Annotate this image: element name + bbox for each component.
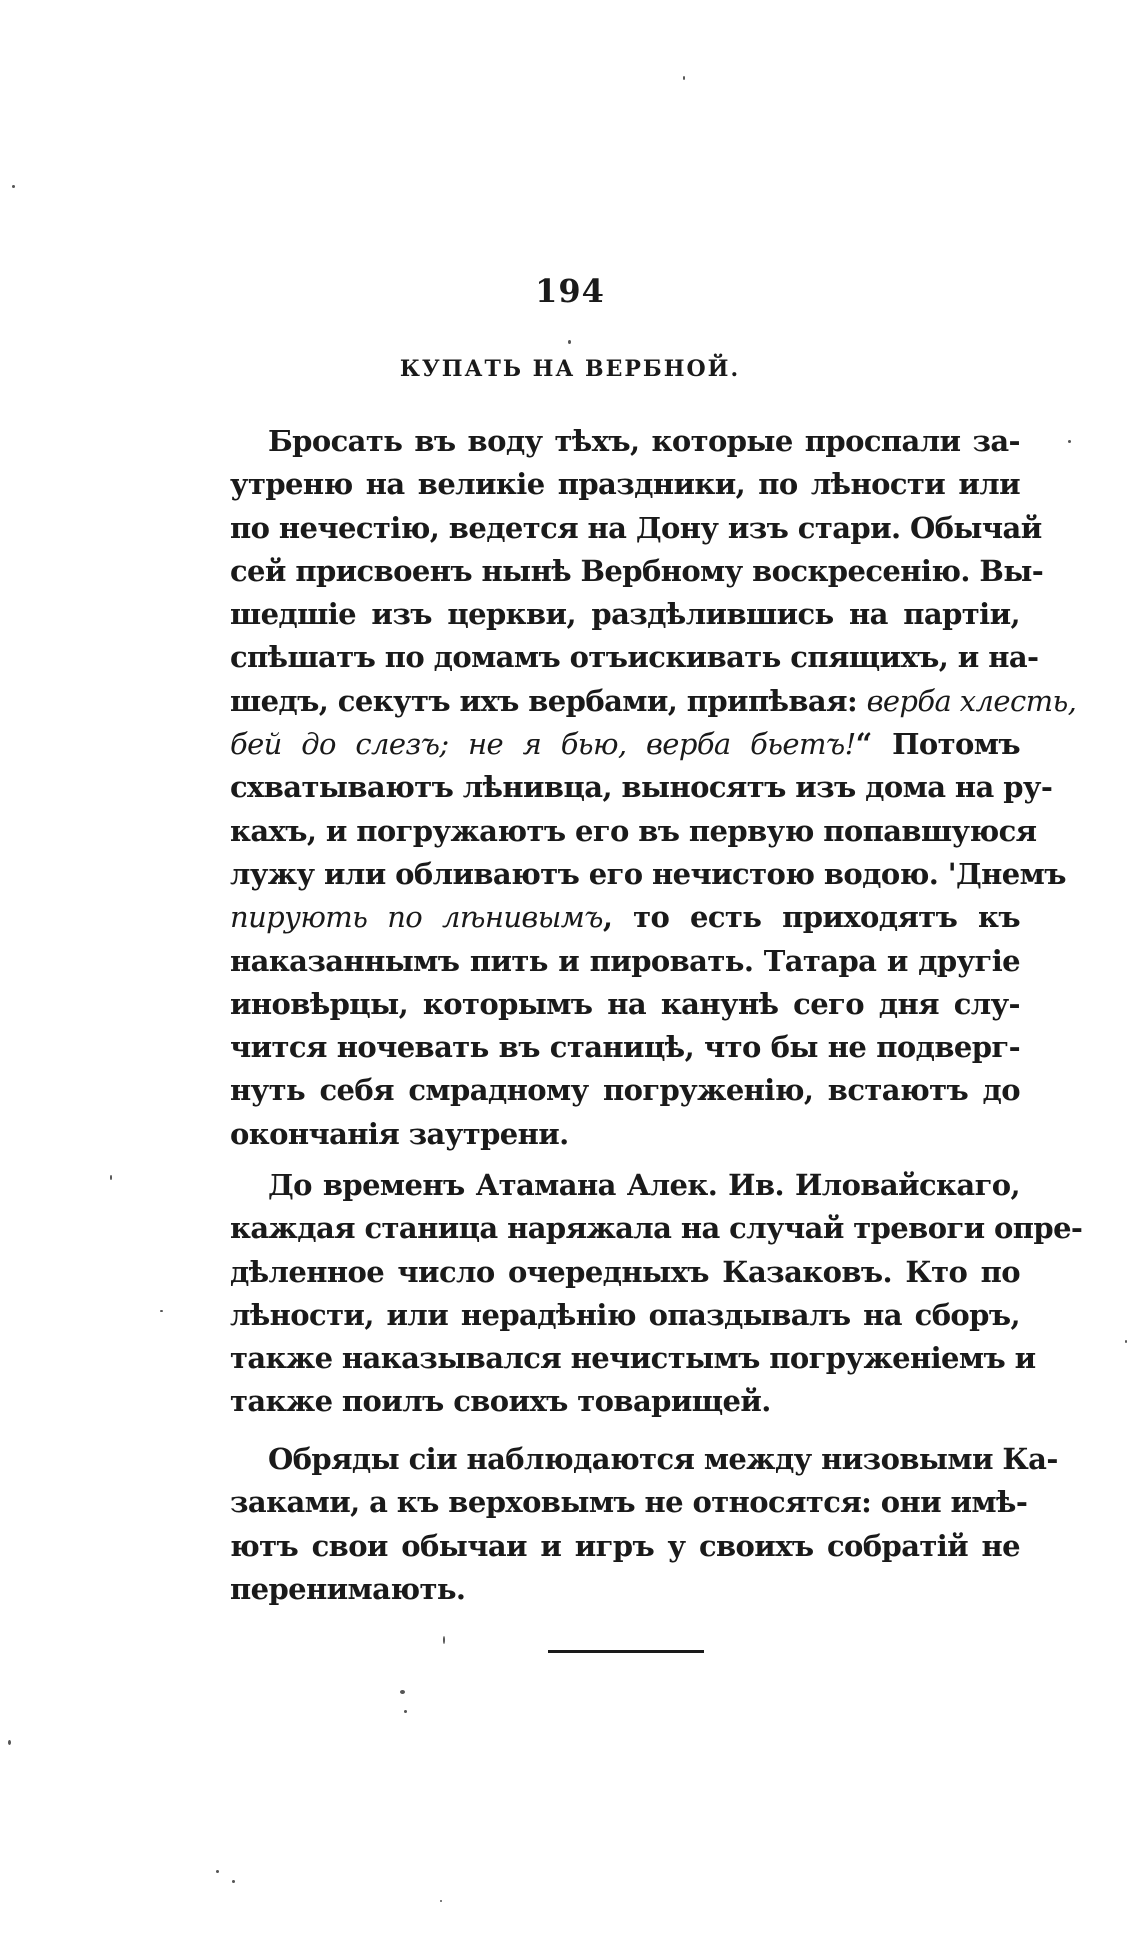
text-line: также поилъ своихъ товарищей. <box>230 1384 771 1419</box>
paper-speck <box>160 1310 163 1312</box>
text-line: утреню на великіе праздники, по лѣности или <box>230 467 1020 502</box>
text-line: кахъ, и погружаютъ его въ первую попавшуюся <box>230 813 1037 848</box>
text-run: , то есть приходятъ къ <box>602 900 1020 935</box>
paper-speck <box>232 1880 235 1883</box>
paper-speck <box>568 340 571 344</box>
text-line: также наказывался нечистымъ погруженіемъ и <box>230 1341 1036 1376</box>
text-line: по нечестію, ведется на Дону изъ стари. Обычай <box>230 510 1042 545</box>
paragraph-1 <box>230 420 1077 1156</box>
text-line: иновѣрцы, которымъ на канунѣ сего дня слу- <box>230 986 1020 1021</box>
paper-speck <box>443 1636 445 1644</box>
italic-quote: верба хлесть, <box>866 683 1077 718</box>
text-line: лѣности, или нерадѣнію опаздывалъ на сборъ, <box>230 1297 1020 1332</box>
text-line: До временъ Атамана Алек. Ив. Иловайскаго, <box>268 1168 1020 1202</box>
paper-speck <box>1125 1340 1127 1343</box>
text-line: дѣленное число очередныхъ Казаковъ. Кто по <box>230 1254 1020 1289</box>
paper-speck <box>8 1740 11 1745</box>
text-line: чится ночевать въ станицѣ, что бы не подверг- <box>230 1030 1020 1065</box>
text-line: спѣшатъ по домамъ отъискивать спящихъ, и на- <box>230 640 1039 675</box>
text-line: шедшіе изъ церкви, раздѣлившись на партіи, <box>230 597 1020 632</box>
text-line <box>230 680 1077 723</box>
text-run: “ Потомъ <box>855 727 1020 762</box>
italic-phrase: пирують по лѣнивымъ <box>230 900 603 935</box>
closing-rule <box>548 1650 704 1653</box>
text-line: лужу или обливаютъ его нечистою водою. 'Днемъ <box>230 856 1066 891</box>
text-run: шедъ, секутъ ихъ вербами, припѣвая: <box>230 683 867 718</box>
paragraph-2 <box>230 1164 1083 1424</box>
section-heading: КУПАТЬ НА ВЕРБНОЙ. <box>399 356 741 382</box>
text-line: нуть себя смрадному погруженію, встаютъ до <box>230 1073 1020 1108</box>
text-line: ютъ свои обычаи и игръ у своихъ собратій не <box>230 1528 1020 1563</box>
text-line: окончанія заутрени. <box>230 1116 569 1151</box>
text-line <box>230 723 1020 766</box>
text-line: каждая станица наряжала на случай тревоги опре- <box>230 1211 1083 1246</box>
paper-speck <box>683 76 685 80</box>
paper-speck <box>216 1870 219 1873</box>
text-line: наказаннымъ пить и пировать. Татара и другіе <box>230 943 1020 978</box>
text-line: Обряды сіи наблюдаются между низовыми Ка- <box>268 1442 1058 1476</box>
text-line: Бросать въ воду тѣхъ, которые проспали за- <box>268 424 1020 458</box>
paragraph-3 <box>230 1438 1058 1611</box>
text-line <box>230 896 1020 939</box>
paper-speck <box>404 1710 407 1713</box>
text-line: заками, а къ верховымъ не относятся: они имѣ- <box>230 1485 1028 1520</box>
paper-speck <box>110 1175 112 1180</box>
paper-speck <box>12 185 15 188</box>
paper-speck <box>440 1900 442 1902</box>
italic-quote: бей до слезъ; не я бью, верба бьетъ! <box>230 727 856 762</box>
text-line: схватываютъ лѣнивца, выносятъ изъ дома на ру- <box>230 770 1053 805</box>
paper-speck <box>400 1690 405 1694</box>
page-number: 194 <box>535 272 605 310</box>
paper-speck <box>1068 440 1071 443</box>
text-line: перенимають. <box>230 1571 466 1606</box>
text-line: сей присвоенъ нынѣ Вербному воскресенію. Вы- <box>230 553 1044 588</box>
